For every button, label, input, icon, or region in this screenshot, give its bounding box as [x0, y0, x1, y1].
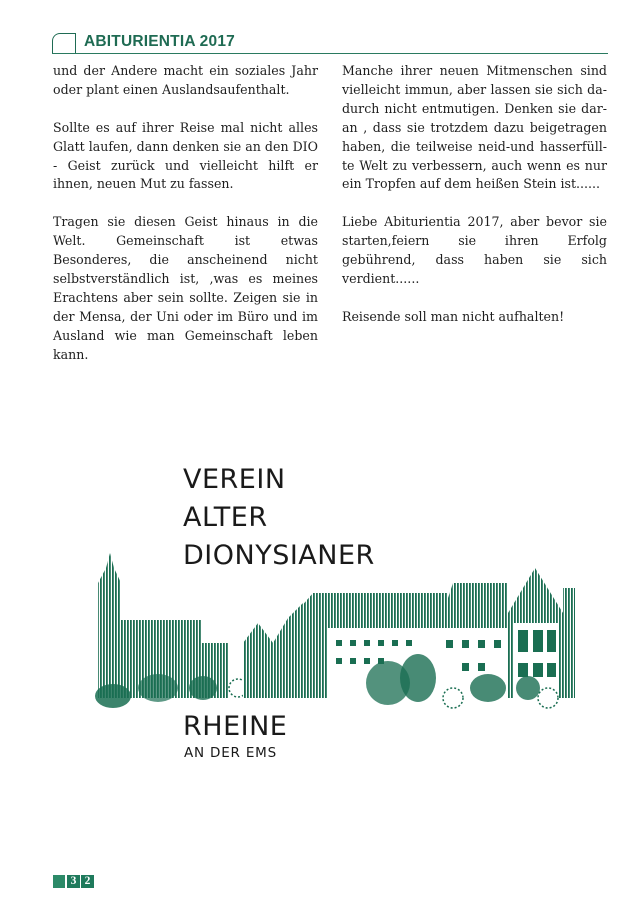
page-number-decoration: [53, 875, 65, 888]
paragraph: Reisende soll man nicht aufhalten!: [342, 308, 565, 324]
page-number-digit: 2: [81, 875, 94, 888]
paragraph: Tragen sie diesen Geist hinaus in die Welt. Gemeinschaft ist etwas Besonderes, die anscheinend nicht selbstverständlich ist, ,was es meines Erachtens aber sein sollte. Zeigen sie in der Mensa, der Uni oder im Büro und im Ausland wie man Gemeinschaft leben kann.: [53, 214, 318, 362]
running-header-title: ABITURIENTIA 2017: [84, 33, 235, 50]
townscape-illustration-icon: [88, 548, 588, 728]
paragraph: und der Andere macht ein soziales Jahr oder plant einen Auslandsaufenthalt.: [53, 63, 318, 97]
logo-line-dionysianer: DIONYSIANER: [183, 540, 375, 571]
logo-city-rheine: RHEINE: [183, 711, 288, 742]
paragraph: Liebe Abiturientia 2017, aber bevor sie starten,feiern sie ihren Erfolg gebührend, dass haben sie sich verdient......: [342, 214, 607, 286]
paragraph: Sollte es auf ihrer Reise mal nicht alles Glatt laufen, dann denken sie an den DIO - Geist zurück und vielleicht hilft er ihnen, neuen Mut zu fassen.: [53, 119, 318, 192]
article-column-left: [53, 62, 318, 383]
paragraph: Manche ihrer neuen Mitmenschen sind vielleicht immun, aber lassen sie sich da-durch nicht entmutigen. Denken sie dar-an , dass sie trotzdem dazu beigetragen haben, die teilweise neid-und hasserfüll-te Welt zu verbessern, auch wenn es nur ein Tropfen auf dem heißen Stein ist......: [342, 63, 607, 192]
header-rule: [52, 53, 608, 54]
logo-line-verein: VEREIN: [183, 464, 286, 495]
header-bracket-decoration: [52, 33, 76, 54]
article-column-right: [342, 62, 607, 346]
logo-line-alter: ALTER: [183, 502, 268, 533]
page-number-digit: 3: [67, 875, 80, 888]
logo-subtitle: AN DER EMS: [184, 745, 277, 761]
